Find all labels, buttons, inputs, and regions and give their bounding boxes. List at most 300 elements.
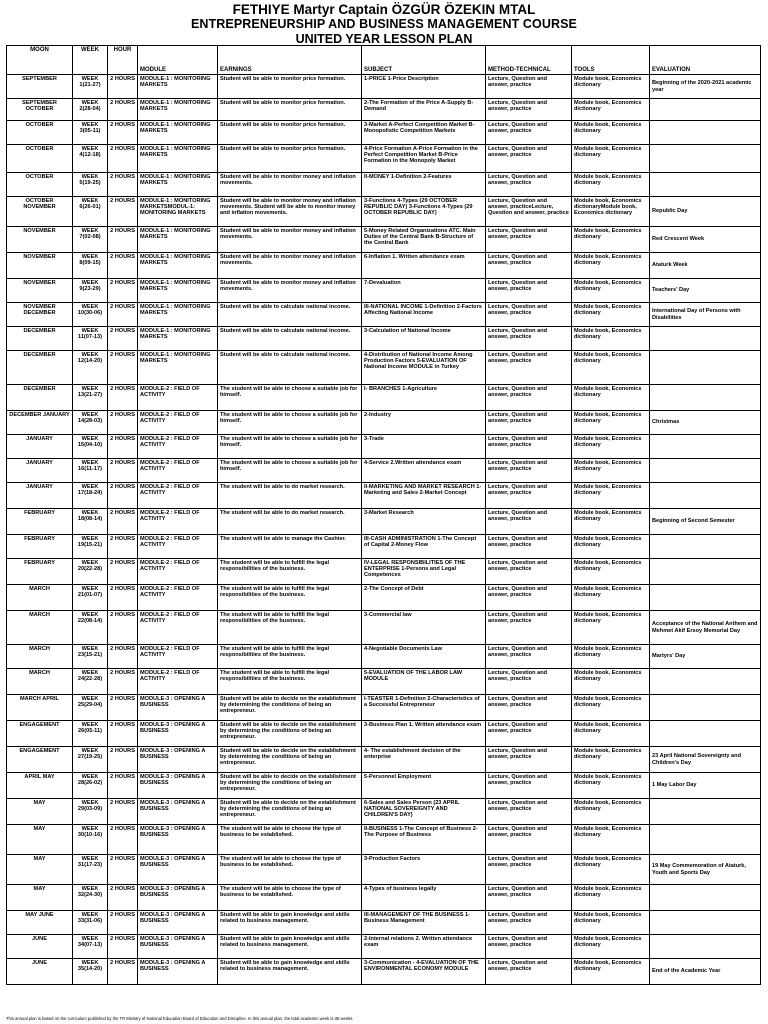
cell-tools: Module book, Economics dictionary xyxy=(572,411,650,435)
cell-module: MODULE-1 : MONITORING MARKETS xyxy=(138,75,218,99)
cell-week: WEEK 22(08-14) xyxy=(73,611,108,645)
cell-module: MODULE-3 : OPENING A BUSINESS xyxy=(138,885,218,911)
cell-method: Lecture, Question and answer, practice xyxy=(486,535,572,559)
cell-month: NOVEMBER xyxy=(7,227,73,253)
cell-module: MODULE-1 : MONITORING MARKETS xyxy=(138,351,218,385)
cell-earnings: Student will be able to monitor price formation. xyxy=(218,145,362,173)
course-title: ENTREPRENEURSHIP AND BUSINESS MANAGEMENT COURSE xyxy=(191,17,577,31)
cell-earnings: The student will be able to choose a suitable job for himself. xyxy=(218,459,362,483)
cell-module: MODULE-2 : FIELD OF ACTIVITY xyxy=(138,509,218,535)
cell-month: MARCH xyxy=(7,645,73,669)
cell-evaluation xyxy=(650,327,761,351)
cell-method: Lecture, Question and answer, practice xyxy=(486,911,572,935)
cell-tools: Module book, Economics dictionary xyxy=(572,385,650,411)
cell-module: MODULE-1 : MONITORING MARKETS xyxy=(138,227,218,253)
cell-tools: Module book, Economics dictionary xyxy=(572,351,650,385)
cell-hours: 2 HOURS xyxy=(108,351,138,385)
cell-subject: 1-PRICE 1-Price Description xyxy=(362,75,486,99)
cell-tools: Module book, Economics dictionary xyxy=(572,75,650,99)
cell-subject: III-CASH ADMINISTRATION 1-The Concept of Capital 2-Money Flow xyxy=(362,535,486,559)
cell-earnings: The student will be able to fulfill the legal responsibilities of the business. xyxy=(218,559,362,585)
cell-earnings: The student will be able to do market research. xyxy=(218,483,362,509)
lesson-plan-table xyxy=(6,45,761,985)
cell-subject: 3-Calculation of National Income xyxy=(362,327,486,351)
cell-earnings: The student will be able to choose a suitable job for himself. xyxy=(218,411,362,435)
cell-module: MODULE-3 : OPENING A BUSINESS xyxy=(138,959,218,985)
cell-method: Lecture, Question and answer, practice xyxy=(486,459,572,483)
cell-method: Lecture, Question and answer, practice xyxy=(486,669,572,695)
cell-month: ENGAGEMENT xyxy=(7,721,73,747)
cell-earnings: The student will be able to fulfill the legal responsibilities of the business. xyxy=(218,645,362,669)
cell-week: WEEK 13(21-27) xyxy=(73,385,108,411)
document-header xyxy=(0,0,768,47)
cell-evaluation: International Day of Persons with Disabilities xyxy=(650,303,761,327)
table-row xyxy=(7,669,761,695)
cell-subject: II-MONEY 1-Definition 2-Features xyxy=(362,173,486,197)
cell-week: WEEK 9(23-29) xyxy=(73,279,108,303)
cell-method: Lecture, Question and answer, practice xyxy=(486,855,572,885)
cell-method: Lecture, Question and answer, practice xyxy=(486,227,572,253)
cell-month: DECEMBER xyxy=(7,385,73,411)
cell-subject: II-BUSINESS 1-The Concept of Business 2-The Purpose of Business xyxy=(362,825,486,855)
cell-week: WEEK 8(09-15) xyxy=(73,253,108,279)
cell-hours: 2 HOURS xyxy=(108,695,138,721)
cell-method: Lecture, Question and answer, practice xyxy=(486,611,572,645)
cell-method: Lecture, Question and answer, practice xyxy=(486,351,572,385)
table-row xyxy=(7,799,761,825)
cell-week: WEEK 25(29-04) xyxy=(73,695,108,721)
cell-evaluation: Beginning of Second Semester xyxy=(650,509,761,535)
cell-week: WEEK 5(19-25) xyxy=(73,173,108,197)
cell-month: JANUARY xyxy=(7,459,73,483)
cell-earnings: Student will be able to calculate national income. xyxy=(218,351,362,385)
cell-month: MAY xyxy=(7,825,73,855)
cell-earnings: Student will be able to calculate national income. xyxy=(218,327,362,351)
cell-evaluation xyxy=(650,695,761,721)
cell-hours: 2 HOURS xyxy=(108,959,138,985)
cell-module: MODULE-1 : MONITORING MARKETS xyxy=(138,99,218,121)
cell-week: WEEK 11(07-13) xyxy=(73,327,108,351)
cell-hours: 2 HOURS xyxy=(108,885,138,911)
cell-hours: 2 HOURS xyxy=(108,773,138,799)
cell-tools: Module book, Economics dictionary xyxy=(572,611,650,645)
cell-method: Lecture, Question and answer, practice xyxy=(486,145,572,173)
cell-method: Lecture, Question and answer, practice xyxy=(486,885,572,911)
table-row xyxy=(7,509,761,535)
cell-hours: 2 HOURS xyxy=(108,483,138,509)
cell-module: MODULE-1 : MONITORING MARKETS xyxy=(138,173,218,197)
cell-week: WEEK 35(14-20) xyxy=(73,959,108,985)
cell-month: SEPTEMBER xyxy=(7,75,73,99)
cell-subject: 3-Market Research xyxy=(362,509,486,535)
cell-week: WEEK 31(17-23) xyxy=(73,855,108,885)
cell-hours: 2 HOURS xyxy=(108,145,138,173)
cell-evaluation: Ataturk Week xyxy=(650,253,761,279)
cell-week: WEEK 4(12-18) xyxy=(73,145,108,173)
cell-evaluation: Acceptance of the National Anthem and Mehmet Akif Ersoy Memorial Day xyxy=(650,611,761,645)
table-row xyxy=(7,411,761,435)
cell-method: Lecture, Question and answer, practice xyxy=(486,483,572,509)
cell-evaluation: 1 May Labor Day xyxy=(650,773,761,799)
cell-earnings: Student will be able to monitor price formation. xyxy=(218,75,362,99)
cell-month: ENGAGEMENT xyxy=(7,747,73,773)
cell-tools: Module book, Economics dictionary xyxy=(572,559,650,585)
cell-hours: 2 HOURS xyxy=(108,279,138,303)
table-row xyxy=(7,327,761,351)
cell-tools: Module book, Economics dictionary xyxy=(572,695,650,721)
cell-evaluation xyxy=(650,145,761,173)
cell-week: WEEK 21(01-07) xyxy=(73,585,108,611)
cell-subject: IV-LEGAL RESPONSIBILITIES OF THE ENTERPRISE 1-Persons and Legal Competences xyxy=(362,559,486,585)
cell-hours: 2 HOURS xyxy=(108,459,138,483)
cell-tools: Module book, Economics dictionary xyxy=(572,435,650,459)
cell-month: FEBRUARY xyxy=(7,509,73,535)
cell-earnings: The student will be able to fulfill the legal responsibilities of the business. xyxy=(218,585,362,611)
cell-evaluation xyxy=(650,435,761,459)
cell-tools: Module book, Economics dictionary xyxy=(572,145,650,173)
cell-evaluation xyxy=(650,173,761,197)
cell-module: MODULE-1 : MONITORING MARKETS xyxy=(138,327,218,351)
cell-week: WEEK 10(30-06) xyxy=(73,303,108,327)
footer-note: This annual plan is based on the curriculum published by the TR Ministry of National Education Board of Education and Discipline. In this annual plan, the total academic week is 35 weeks. xyxy=(6,1016,354,1021)
cell-evaluation xyxy=(650,669,761,695)
cell-module: MODULE-2 : FIELD OF ACTIVITY xyxy=(138,585,218,611)
col-method-header: METHOD-TECHNICAL xyxy=(486,46,572,75)
cell-evaluation xyxy=(650,885,761,911)
cell-module: MODULE-3 : OPENING A BUSINESS xyxy=(138,799,218,825)
cell-tools: Module book, Economics dictionary xyxy=(572,885,650,911)
cell-subject: 2-The Concept of Debt xyxy=(362,585,486,611)
cell-subject: 4-Negotiable Documents Law xyxy=(362,645,486,669)
cell-tools: Module book, Economics dictionary xyxy=(572,721,650,747)
cell-module: MODULE-3 : OPENING A BUSINESS xyxy=(138,935,218,959)
table-row xyxy=(7,695,761,721)
cell-tools: Module book, Economics dictionary xyxy=(572,645,650,669)
cell-month: OCTOBER xyxy=(7,121,73,145)
cell-tools: Module book, Economics dictionary xyxy=(572,669,650,695)
cell-subject: 3-Business Plan 1. Written attendance exam xyxy=(362,721,486,747)
cell-hours: 2 HOURS xyxy=(108,303,138,327)
cell-earnings: The student will be able to do market research. xyxy=(218,509,362,535)
cell-module: MODULE-1 : MONITORING MARKETSMODUL-1: MONITORING MARKETS xyxy=(138,197,218,227)
cell-hours: 2 HOURS xyxy=(108,669,138,695)
cell-week: WEEK 19(15-21) xyxy=(73,535,108,559)
cell-module: MODULE-2 : FIELD OF ACTIVITY xyxy=(138,459,218,483)
cell-subject: 4-Distribution of National Income Among Production Factors 5-EVALUATION OF National Income MODULE in Turkey xyxy=(362,351,486,385)
cell-week: WEEK 20(22-28) xyxy=(73,559,108,585)
cell-earnings: Student will be able to gain knowledge and skills related to business management. xyxy=(218,935,362,959)
cell-earnings: The student will be able to choose the type of business to be established. xyxy=(218,885,362,911)
cell-module: MODULE-3 : OPENING A BUSINESS xyxy=(138,825,218,855)
cell-tools: Module book, Economics dictionary xyxy=(572,121,650,145)
cell-module: MODULE-2 : FIELD OF ACTIVITY xyxy=(138,385,218,411)
cell-method: Lecture, Question and answer, practice xyxy=(486,411,572,435)
cell-month: JANUARY xyxy=(7,483,73,509)
cell-week: WEEK 23(15-21) xyxy=(73,645,108,669)
cell-method: Lecture, Question and answer, practice xyxy=(486,799,572,825)
cell-subject: 6-Sales and Sales Person (23 APRIL NATIONAL SOVEREIGNTY AND CHILDREN'S DAY) xyxy=(362,799,486,825)
cell-module: MODULE-1 : MONITORING MARKETS xyxy=(138,145,218,173)
cell-earnings: The student will be able to choose a suitable job for himself. xyxy=(218,435,362,459)
col-earnings-header: EARNINGS xyxy=(218,46,362,75)
cell-module: MODULE-2 : FIELD OF ACTIVITY xyxy=(138,483,218,509)
table-row xyxy=(7,351,761,385)
cell-earnings: Student will be able to gain knowledge and skills related to business management. xyxy=(218,959,362,985)
cell-earnings: Student will be able to decide on the establishment by determining the conditions of being an entrepreneur. xyxy=(218,721,362,747)
cell-hours: 2 HOURS xyxy=(108,121,138,145)
cell-module: MODULE-3 : OPENING A BUSINESS xyxy=(138,911,218,935)
table-row xyxy=(7,611,761,645)
cell-subject: 4-Price Formation A-Price Formation in the Perfect Competition Market B-Price Formation in the Monopoly Market xyxy=(362,145,486,173)
cell-evaluation: Republic Day xyxy=(650,197,761,227)
cell-hours: 2 HOURS xyxy=(108,855,138,885)
cell-method: Lecture, Question and answer, practice xyxy=(486,773,572,799)
cell-hours: 2 HOURS xyxy=(108,747,138,773)
cell-week: WEEK 15(04-10) xyxy=(73,435,108,459)
col-moon-header: MOON xyxy=(7,46,73,75)
cell-tools: Module book, Economics dictionary xyxy=(572,773,650,799)
table-row xyxy=(7,145,761,173)
cell-method: Lecture, Question and answer, practice xyxy=(486,747,572,773)
cell-earnings: The student will be able to fulfill the legal responsibilities of the business. xyxy=(218,669,362,695)
cell-month: MAY xyxy=(7,885,73,911)
cell-month: FEBRUARY xyxy=(7,535,73,559)
cell-method: Lecture, Question and answer, practice xyxy=(486,173,572,197)
cell-evaluation: End of the Academic Year xyxy=(650,959,761,985)
cell-method: Lecture, Question and answer, practice xyxy=(486,559,572,585)
cell-month: NOVEMBER xyxy=(7,279,73,303)
cell-week: WEEK 6(26-01) xyxy=(73,197,108,227)
cell-earnings: Student will be able to decide on the establishment by determining the conditions of being an entrepreneur. xyxy=(218,695,362,721)
cell-subject: 2-The Formation of the Price A-Supply B-Demand xyxy=(362,99,486,121)
cell-earnings: Student will be able to decide on the establishment by determining the conditions of being an entrepreneur. xyxy=(218,773,362,799)
cell-week: WEEK 26(05-11) xyxy=(73,721,108,747)
cell-week: WEEK 1(21-27) xyxy=(73,75,108,99)
table-row xyxy=(7,773,761,799)
cell-tools: Module book, Economics dictionary xyxy=(572,227,650,253)
cell-hours: 2 HOURS xyxy=(108,227,138,253)
table-row xyxy=(7,459,761,483)
cell-subject: 3-Trade xyxy=(362,435,486,459)
cell-tools: Module book, Economics dictionary xyxy=(572,747,650,773)
table-row xyxy=(7,173,761,197)
cell-evaluation: Red Crescent Week xyxy=(650,227,761,253)
cell-hours: 2 HOURS xyxy=(108,253,138,279)
cell-month: JUNE xyxy=(7,959,73,985)
cell-method: Lecture, Question and answer, practice xyxy=(486,645,572,669)
cell-hours: 2 HOURS xyxy=(108,173,138,197)
cell-evaluation xyxy=(650,935,761,959)
cell-hours: 2 HOURS xyxy=(108,825,138,855)
cell-month: DECEMBER xyxy=(7,327,73,351)
cell-earnings: The student will be able to fulfill the legal responsibilities of the business. xyxy=(218,611,362,645)
cell-week: WEEK 34(07-13) xyxy=(73,935,108,959)
cell-subject: 5-Personnel Employment xyxy=(362,773,486,799)
cell-week: WEEK 24(22-28) xyxy=(73,669,108,695)
col-tools-header: TOOLS xyxy=(572,46,650,75)
table-row xyxy=(7,99,761,121)
table-row xyxy=(7,559,761,585)
cell-hours: 2 HOURS xyxy=(108,435,138,459)
cell-subject: 3-Communication - 4-EVALUATION OF THE ENVIRONMENTAL ECONOMY MODULE xyxy=(362,959,486,985)
cell-week: WEEK 3(05-11) xyxy=(73,121,108,145)
cell-tools: Module book, Economics dictionary xyxy=(572,459,650,483)
table-row xyxy=(7,535,761,559)
cell-method: Lecture, Question and answer, practice xyxy=(486,385,572,411)
cell-tools: Module book, Economics dictionary xyxy=(572,959,650,985)
cell-evaluation: Teachers' Day xyxy=(650,279,761,303)
cell-subject: 4-Types of business legally xyxy=(362,885,486,911)
cell-hours: 2 HOURS xyxy=(108,535,138,559)
cell-tools: Module book, Economics dictionary xyxy=(572,585,650,611)
cell-tools: Module book, Economics dictionary xyxy=(572,799,650,825)
cell-week: WEEK 18(08-14) xyxy=(73,509,108,535)
table-row xyxy=(7,197,761,227)
cell-method: Lecture, Question and answer, practice xyxy=(486,959,572,985)
cell-subject: 4-Service 2.Written attendance exam xyxy=(362,459,486,483)
cell-week: WEEK 28(26-02) xyxy=(73,773,108,799)
cell-module: MODULE-2 : FIELD OF ACTIVITY xyxy=(138,535,218,559)
cell-subject: I-TEASTER 1-Definition 2-Characteristics of a Successful Entrepreneur xyxy=(362,695,486,721)
cell-earnings: Student will be able to monitor money and inflation movements. xyxy=(218,173,362,197)
cell-earnings: Student will be able to decide on the establishment by determining the conditions of being an entrepreneur. xyxy=(218,747,362,773)
cell-method: Lecture, Question and answer, practice xyxy=(486,721,572,747)
cell-tools: Module book, Economics dictionary xyxy=(572,509,650,535)
cell-month: MARCH APRIL xyxy=(7,695,73,721)
cell-month: FEBRUARY xyxy=(7,559,73,585)
cell-month: OCTOBER xyxy=(7,145,73,173)
cell-subject: 7-Devaluation xyxy=(362,279,486,303)
cell-evaluation xyxy=(650,585,761,611)
col-subject-header: SUBJECT xyxy=(362,46,486,75)
table-row xyxy=(7,75,761,99)
school-title: FETHIYE Martyr Captain ÖZGÜR ÖZEKIN MTAL xyxy=(232,2,536,17)
cell-earnings: Student will be able to decide on the establishment by determining the conditions of being an entrepreneur. xyxy=(218,799,362,825)
cell-module: MODULE-2 : FIELD OF ACTIVITY xyxy=(138,645,218,669)
table-row xyxy=(7,721,761,747)
cell-earnings: Student will be able to monitor price formation. xyxy=(218,121,362,145)
cell-tools: Module book, Economics dictionary xyxy=(572,99,650,121)
cell-week: WEEK 29(03-09) xyxy=(73,799,108,825)
table-row xyxy=(7,303,761,327)
cell-month: OCTOBER NOVEMBER xyxy=(7,197,73,227)
cell-module: MODULE-3 : OPENING A BUSINESS xyxy=(138,747,218,773)
cell-evaluation xyxy=(650,121,761,145)
cell-month: MARCH xyxy=(7,669,73,695)
cell-module: MODULE-2 : FIELD OF ACTIVITY xyxy=(138,559,218,585)
cell-hours: 2 HOURS xyxy=(108,197,138,227)
cell-hours: 2 HOURS xyxy=(108,411,138,435)
cell-earnings: The student will be able to manage the Cashier. xyxy=(218,535,362,559)
cell-month: NOVEMBER DECEMBER xyxy=(7,303,73,327)
plan-title: UNITED YEAR LESSON PLAN xyxy=(295,32,473,46)
cell-hours: 2 HOURS xyxy=(108,721,138,747)
cell-week: WEEK 12(14-20) xyxy=(73,351,108,385)
table-row xyxy=(7,227,761,253)
cell-subject: 5-EVALUATION OF THE LABOR LAW MODULE xyxy=(362,669,486,695)
table-row xyxy=(7,385,761,411)
cell-method: Lecture, Question and answer, practice xyxy=(486,327,572,351)
cell-earnings: Student will be able to gain knowledge and skills related to business management. xyxy=(218,911,362,935)
cell-subject: 3-Market A-Perfect Competition Market B-Monopolistic Competition Markets xyxy=(362,121,486,145)
table-row xyxy=(7,855,761,885)
cell-hours: 2 HOURS xyxy=(108,509,138,535)
cell-module: MODULE-2 : FIELD OF ACTIVITY xyxy=(138,611,218,645)
cell-tools: Module book, Economics dictionary xyxy=(572,535,650,559)
cell-earnings: The student will be able to choose the type of business to be established. xyxy=(218,855,362,885)
cell-subject: 3-Functions 4-Types (29 OCTOBER REPUBLIC DAY) 3-Functions 4-Types (29 OCTOBER REPUBLIC DAY) xyxy=(362,197,486,227)
table-row xyxy=(7,435,761,459)
cell-hours: 2 HOURS xyxy=(108,935,138,959)
cell-month: MAY xyxy=(7,799,73,825)
table-row xyxy=(7,121,761,145)
cell-tools: Module book, Economics dictionary xyxy=(572,253,650,279)
cell-week: WEEK 30(10-16) xyxy=(73,825,108,855)
cell-method: Lecture, Question and answer, practice xyxy=(486,585,572,611)
table-row xyxy=(7,825,761,855)
cell-tools: Module book, Economics dictionary xyxy=(572,279,650,303)
table-row xyxy=(7,645,761,669)
cell-subject: 3-Production Factors xyxy=(362,855,486,885)
cell-tools: Module book, Economics dictionary xyxy=(572,825,650,855)
cell-tools: Module book, Economics dictionary xyxy=(572,303,650,327)
cell-subject: III-MANAGEMENT OF THE BUSINESS 1-Business Management xyxy=(362,911,486,935)
cell-earnings: Student will be able to monitor money and inflation movements. Student will be able to monitor money and inflation movements. xyxy=(218,197,362,227)
cell-subject: 6-Inflation 1. Written attendance exam xyxy=(362,253,486,279)
cell-tools: Module book, Economics dictionary xyxy=(572,327,650,351)
col-evaluation-header: EVALUATION xyxy=(650,46,761,75)
cell-hours: 2 HOURS xyxy=(108,799,138,825)
cell-evaluation xyxy=(650,799,761,825)
cell-tools: Module book, Economics dictionary xyxy=(572,911,650,935)
cell-method: Lecture, Question and answer, practice xyxy=(486,75,572,99)
cell-evaluation xyxy=(650,825,761,855)
cell-method: Lecture, Question and answer, practice xyxy=(486,825,572,855)
cell-module: MODULE-3 : OPENING A BUSINESS xyxy=(138,721,218,747)
cell-evaluation: Christmas xyxy=(650,411,761,435)
cell-evaluation xyxy=(650,351,761,385)
cell-subject: 5-Money Related Organizations ATC. Main Duties of the Central Bank B-Structure of the Central Bank xyxy=(362,227,486,253)
cell-evaluation: Beginning of the 2020-2021 academic year xyxy=(650,75,761,99)
table-row xyxy=(7,885,761,911)
cell-month: JANUARY xyxy=(7,435,73,459)
cell-month: MARCH xyxy=(7,585,73,611)
cell-month: SEPTEMBER OCTOBER xyxy=(7,99,73,121)
cell-week: WEEK 7(02-08) xyxy=(73,227,108,253)
cell-week: WEEK 17(18-24) xyxy=(73,483,108,509)
cell-earnings: Student will be able to monitor money and inflation movements. xyxy=(218,279,362,303)
table-row xyxy=(7,935,761,959)
cell-hours: 2 HOURS xyxy=(108,559,138,585)
cell-method: Lecture, Question and answer, practice xyxy=(486,509,572,535)
cell-method: Lecture, Question and answer, practiceLecture, Question and answer, practice xyxy=(486,197,572,227)
cell-subject: 4- The establishment decision of the enterprise xyxy=(362,747,486,773)
cell-method: Lecture, Question and answer, practice xyxy=(486,121,572,145)
cell-evaluation xyxy=(650,385,761,411)
cell-month: DECEMBER JANUARY xyxy=(7,411,73,435)
cell-hours: 2 HOURS xyxy=(108,75,138,99)
cell-earnings: Student will be able to monitor price formation. xyxy=(218,99,362,121)
table-header-row xyxy=(7,46,761,75)
cell-week: WEEK 32(24-30) xyxy=(73,885,108,911)
cell-month: DECEMBER xyxy=(7,351,73,385)
cell-evaluation xyxy=(650,911,761,935)
cell-week: WEEK 16(11-17) xyxy=(73,459,108,483)
cell-month: JUNE xyxy=(7,935,73,959)
cell-hours: 2 HOURS xyxy=(108,585,138,611)
cell-module: MODULE-1 : MONITORING MARKETS xyxy=(138,253,218,279)
cell-evaluation xyxy=(650,559,761,585)
